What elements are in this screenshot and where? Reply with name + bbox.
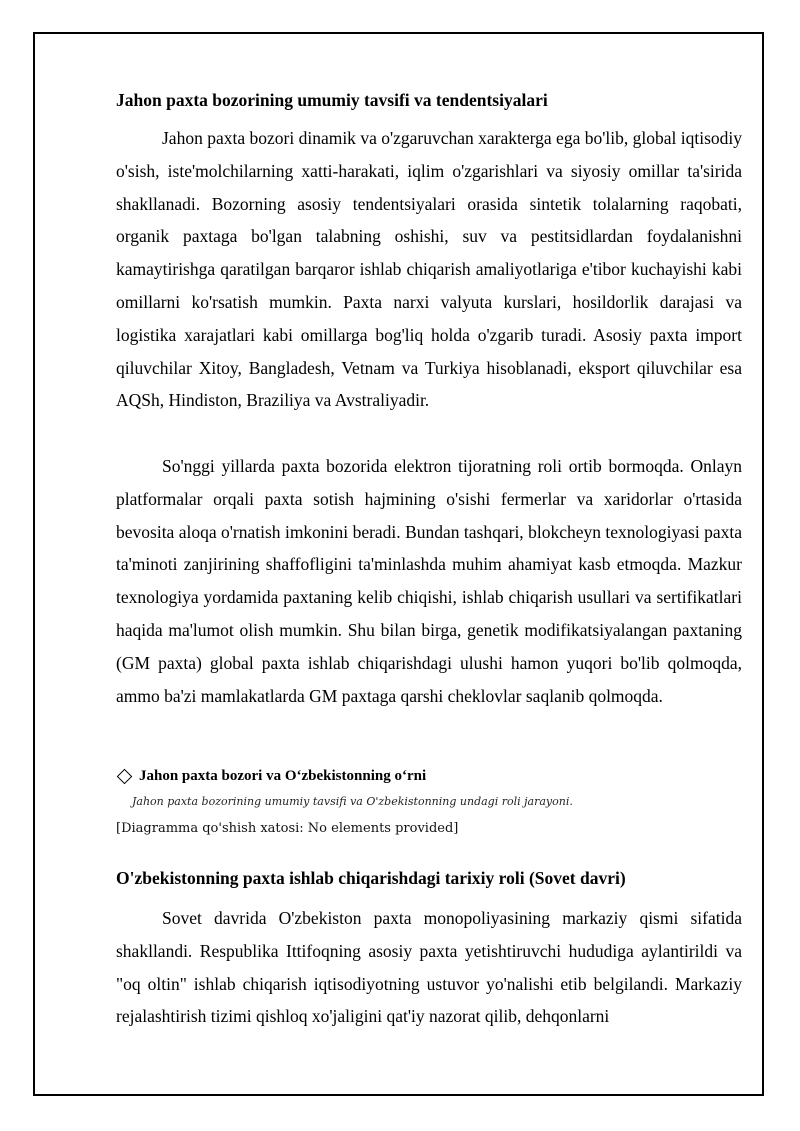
section-heading-world-market: Jahon paxta bozorining umumiy tavsifi va tendentsiyalari — [116, 90, 548, 110]
paragraph-e-commerce-blockchain: So'nggi yillarda paxta bozorida elektron tijoratning roli ortib bormoqda. Onlayn platformalar orqali paxta sotish hajmining o'sishi fermerlar va xaridorlar o'rtasida bevosita aloqa o'rnatish imkonini beradi. Bundan tashqari, blokcheyn texnologiyasi paxta ta'minoti zanjirining shaffofligini ta'minlashda muhim ahamiyat kasb etmoqda. Mazkur texnologiya yordamida paxtaning kelib chiqishi, ishlab chiqarish usullari va sertifikatlari haqida ma'lumot olish mumkin. Shu bilan birga, genetik modifikatsiyalangan paxtaning (GM paxta) global paxta ishlab chiqarishdagi ulushi hamon yuqori bo'lib qolmoqda, ammo ba'zi mamlakatlarda GM paxtaga qarshi cheklovlar saqlanib qolmoqda. — [116, 456, 742, 706]
paragraph-world-market-overview: Jahon paxta bozori dinamik va o'zgaruvchan xarakterga ega bo'lib, global iqtisodiy o'sish, iste'molchilarning xatti-harakati, iqlim o'zgarishlari va siyosiy omillar ta'sirida shakllanadi. Bozorning asosiy tendentsiyalari orasida sintetik tolalarning raqobati, organik paxtaga bo'lgan talabning oshishi, suv va pestitsidlardan foydalanishni kamaytirishga qaratilgan barqaror ishlab chiqarish amaliyotlariga e'tibor kuchayishi kabi omillarni ko'rsatish mumkin. Paxta narxi valyuta kurslari, hosildorlik darajasi va logistika xarajatlari kabi omillarga bog'liq holda o'zgarib turadi. Asosiy paxta import qiluvchilar Xitoy, Bangladesh, Vetnam va Turkiya hisoblanadi, eksport qiluvchilar esa AQSh, Hindiston, Braziliya va Avstraliyadir. — [116, 128, 742, 411]
section-heading-soviet-era: O'zbekistonning paxta ishlab chiqarishdagi tarixiy roli (Sovet davri) — [116, 868, 626, 888]
diagram-caption: Jahon paxta bozorining umumiy tavsifi va O'zbekistonning undagi roli jarayoni. — [132, 795, 573, 808]
diagram-title — [116, 765, 426, 787]
diagram-title-text: Jahon paxta bozori va O‘zbekistonning o‘rni — [139, 767, 427, 784]
paragraph-soviet-era: Sovet davrida O'zbekiston paxta monopoliyasining markaziy qismi sifatida shakllandi. Respublika Ittifoqning asosiy paxta yetishtiruvchi hududiga aylantirildi va "oq oltin" ishlab chiqarish iqtisodiyotning ustuvor yo'nalishi etib belgilandi. Markaziy rejalashtirish tizimi qishloq xo'jaligini qat'iy nazorat qilib, dehqonlarni — [116, 908, 742, 1027]
diagram-error-message: [Diagramma qo'shish xatosi: No elements provided] — [116, 821, 459, 836]
diamond-icon — [117, 768, 133, 784]
